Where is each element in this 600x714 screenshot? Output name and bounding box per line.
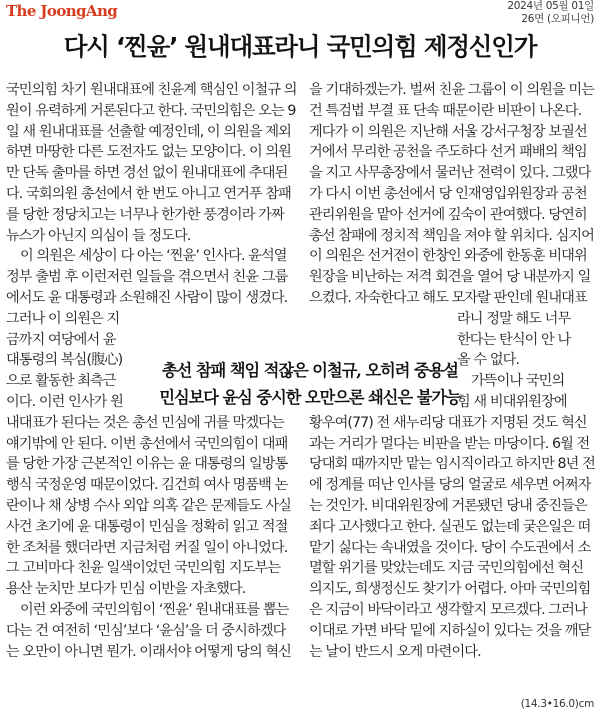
article-text-line: 금까지 여당에서 윤 <box>6 331 116 348</box>
article-text-line: 내대표가 된다는 것은 총선 민심에 귀를 막겠다는 <box>6 414 284 431</box>
article-text-line: 를 당한 가장 근본적인 이유는 윤 대통령의 일방통 <box>6 456 288 473</box>
article-text-line: 과는 거리가 멀다는 비판을 받는 마당이다. 6월 전 <box>309 435 590 452</box>
article-text-line: 그 고비마다 친윤 일색이었던 국민의힘 지도부는 <box>6 560 281 577</box>
pull-quote-line: 총선 참패 책임 적잖은 이철규, 오히려 중용설 <box>162 361 458 380</box>
page-section: 26면 (오피니언) <box>521 13 594 25</box>
article-text-line: 으로 활동한 최측근 <box>6 373 116 390</box>
article-text-line: 라니 정말 해도 너무 <box>457 310 571 327</box>
article-text-line: 이다. 이런 인사가 원 <box>6 393 123 410</box>
article-text-line: 행식 국정운영 때문이었다. 김건희 여사 명품백 논 <box>6 477 288 494</box>
article-text-line: 다. 국회의원 총선에서 한 번도 아니고 연거푸 참패 <box>6 185 291 202</box>
article-text-line: 일 새 원내대표를 선출할 예정인데, 이 의원을 제외 <box>6 123 291 140</box>
article-text-line: 뉴스가 아닌지 의심이 들 정도다. <box>6 227 191 244</box>
article-headline: 다시 ‘찐윤’ 원내대표라니 국민의힘 제정신인가 <box>63 32 537 61</box>
article-text-line: 황우여(77) 전 새누리당 대표가 지명된 것도 혁신 <box>309 414 587 431</box>
article-text-line: 이 의원은 세상이 다 아는 ‘찐윤’ 인사다. 윤석열 <box>20 248 287 265</box>
article-text-line: 에서도 윤 대통령과 소원해진 사람이 많이 생겼다. <box>6 289 288 306</box>
newspaper-logo: The JoongAng <box>6 2 118 20</box>
article-text-line: 원장을 비난하는 저격 회견을 열어 당 내분까지 일 <box>309 269 591 286</box>
article-text-line: 한 조처를 했더라면 지금처럼 커질 일이 아니었다. <box>6 539 288 556</box>
article-text-line: 이대로 가면 바닥 밑에 지하실이 있다는 것을 깨닫 <box>309 622 591 639</box>
article-text-line: 원이 유력하게 거론된다고 한다. 국민의힘은 오는 9 <box>6 102 296 119</box>
pull-quote-line: 민심보다 윤심 중시한 오만으론 쇄신은 불가능 <box>159 388 461 407</box>
article-text-line: 총선 참패에 정치적 책임을 져야 할 위치다. 심지어 <box>309 227 594 244</box>
article-text-line: 는 날이 반드시 오게 마련이다. <box>309 643 481 660</box>
article-text-line: 당대회 때까지만 맡는 임시직이라고 하지만 8년 전 <box>309 456 595 473</box>
article-text-line: 그러나 이 의원은 지 <box>6 310 120 327</box>
article-text-line: 을 기대하겠는가. 벌써 친윤 그룹이 이 의원을 미는 <box>309 82 594 98</box>
article-text-line: 얘기밖에 안 된다. 이번 총선에서 국민의힘이 대패 <box>6 435 288 452</box>
article-text-line: 는 오만이 아니면 뭔가. 이래서야 어떻게 당의 혁신 <box>6 643 291 660</box>
article-size-note: (14.3•16.0)cm <box>520 698 594 710</box>
article-text-line: 가 다시 이번 총선에서 당 인재영입위원장과 공천 <box>309 185 587 202</box>
article-text-line: 용산 눈치만 보다가 민심 이반을 자초했다. <box>6 581 246 598</box>
article-text-line: 의지도, 희생정신도 찾기가 어렵다. 아마 국민의힘 <box>309 581 591 598</box>
article-text-line: 게다가 이 의원은 지난해 서울 강서구청장 보궐선 <box>309 123 587 140</box>
article-text-line: 으켰다. 자숙한다고 해도 모자랄 판인데 원내대표 <box>309 289 587 306</box>
article-text-line: 란이나 채 상병 수사 외압 의혹 같은 문제들도 사실 <box>6 497 291 514</box>
article-text-line: 에 정계를 떠난 인사를 당의 얼굴로 세우면 어쩌자 <box>309 477 591 494</box>
article-text-line: 건 특검법 부결 표 단속 때문이란 비판이 나온다. <box>309 102 582 119</box>
article-text-line: 죄다 고사했다고 한다. 실권도 없는데 궂은일은 떠 <box>309 518 591 535</box>
article-text-line: 거에서 무리한 공천을 주도하다 선거 패배의 책임 <box>309 144 587 161</box>
article-text-line: 올 수 없다. <box>457 352 520 369</box>
article-text-line: 힘 새 비대위원장에 <box>457 393 567 410</box>
article-text-line: 을 지고 사무총장에서 물러난 전력이 있다. 그랬다 <box>309 165 591 182</box>
article-text-line: 하면 마땅한 다른 도전자도 없는 모양이다. 이 의원 <box>6 144 291 161</box>
article-text-line: 이 의원은 선거전이 한창인 와중에 한동훈 비대위 <box>309 248 587 265</box>
article-text-line: 은 지금이 바닥이라고 생각할지 모르겠다. 그러나 <box>309 601 587 618</box>
article-text-line: 대통령의 복심(腹心) <box>6 352 123 369</box>
article-text-line: 한다는 탄식이 안 나 <box>457 331 571 348</box>
article-text-line: 사건 초기에 윤 대통령이 민심을 정확히 읽고 적절 <box>6 518 288 535</box>
article-text-line: 이런 와중에 국민의힘이 ‘찐윤’ 원내대표를 뽑는 <box>20 601 289 618</box>
article-text-line: 국민의힘 차기 원내대표에 친윤계 핵심인 이철규 의 <box>6 82 297 98</box>
article-text-line: 정부 출범 후 이런저런 일들을 겪으면서 친윤 그룹 <box>6 269 288 286</box>
publication-meta <box>507 0 594 26</box>
article-text-line: 관리위원을 맡아 선거에 깊숙이 관여했다. 당연히 <box>309 206 587 223</box>
article-text-line: 맡기 싫다는 속내였을 것이다. 당이 수도권에서 소 <box>309 539 591 556</box>
article-text-line: 만 단독 출마를 하면 경선 없이 원내대표에 추대된 <box>6 165 288 182</box>
article-text-line: 가뜩이나 국민의 <box>471 373 565 390</box>
article-text-line: 다는 건 여전히 ‘민심’보다 ‘윤심’을 더 중시하겠다 <box>6 622 286 639</box>
publication-date: 2024년 05월 01일 <box>507 0 594 12</box>
article-text-line: 를 당한 정당치고는 너무나 한가한 풍경이라 가짜 <box>6 206 284 223</box>
article-text-line: 는 것인가. 비대위원장에 거론됐던 당내 중진들은 <box>309 497 587 514</box>
pull-quote <box>150 357 470 411</box>
article-text-line: 멸할 위기를 맞았는데도 지금 국민의힘에선 혁신 <box>309 560 584 577</box>
